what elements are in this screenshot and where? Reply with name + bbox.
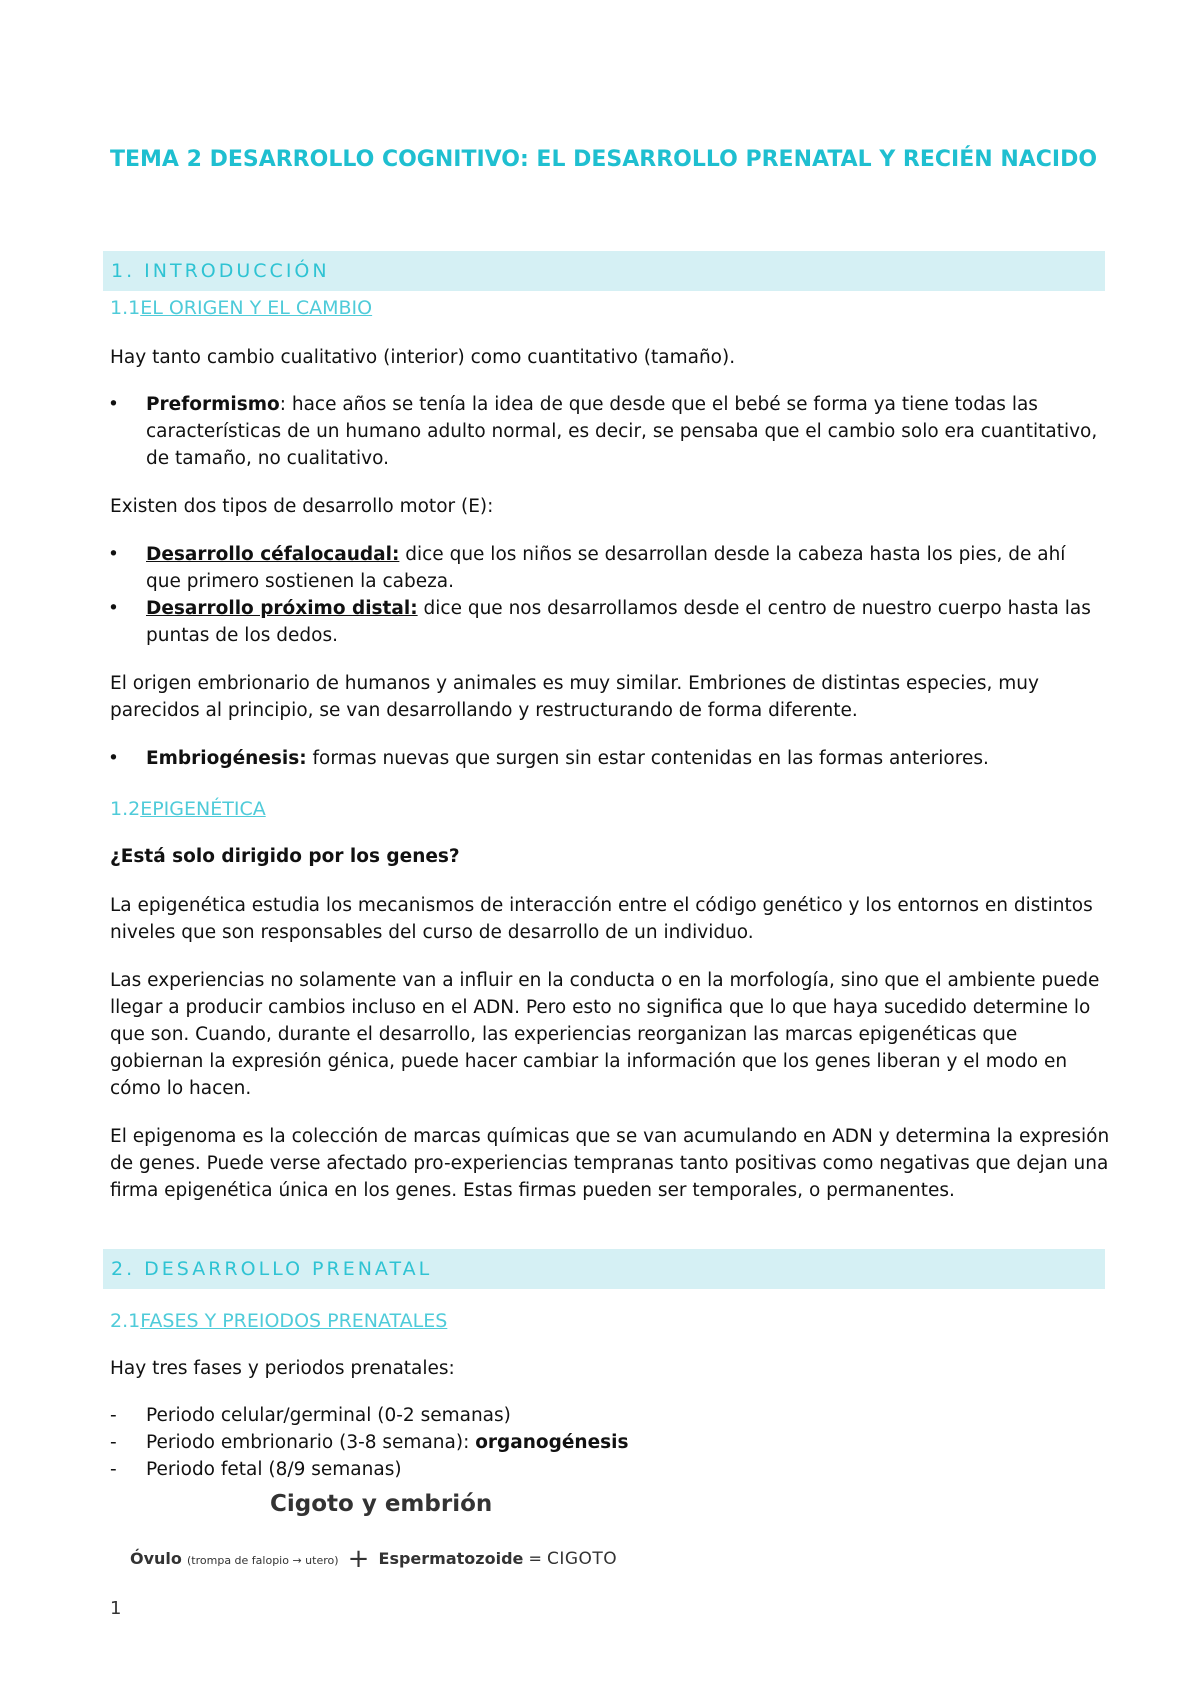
list-item-preformismo [146, 391, 1106, 472]
periodo-embrionario-text: Periodo embrionario (3-8 semana): [146, 1432, 476, 1453]
subheading-epigenetica [110, 796, 266, 822]
figure-ovulo: Óvulo [130, 1549, 182, 1568]
list-item-cefalocaudal [146, 541, 1106, 595]
definition-embriogenesis: formas nuevas que surgen sin estar contenidas en las formas anteriores. [306, 748, 989, 769]
dash-marker: - [110, 1405, 117, 1426]
bullet-icon: • [108, 748, 119, 769]
subheading-title: FASES Y PREIODOS PRENATALES [140, 1310, 448, 1332]
figure-title: Cigoto y embrión [270, 1491, 493, 1517]
equals-icon: = [528, 1549, 542, 1568]
figure-equation [130, 1544, 617, 1574]
section-heading-desarrollo-prenatal: 2. DESARROLLO PRENATAL [103, 1249, 1105, 1289]
section-heading-introduccion: 1. INTRODUCCIÓN [103, 251, 1105, 291]
paragraph-fases: Hay tres fases y periodos prenatales: [110, 1358, 455, 1379]
dash-marker: - [110, 1432, 117, 1453]
page-number: 1 [110, 1598, 122, 1619]
figure-trompa: (trompa de falopio → utero) [187, 1554, 339, 1567]
term-preformismo: Preformismo [146, 394, 280, 415]
list-item-periodo-embrionario [146, 1429, 1106, 1456]
term-embriogenesis: Embriogénesis: [146, 748, 307, 769]
bullet-icon: • [108, 544, 119, 565]
paragraph-cambio: Hay tanto cambio cualitativo (interior) como cuantitativo (tamaño). [110, 347, 736, 368]
definition-preformismo: : hace años se tenía la idea de que desde que el bebé se forma ya tiene todas las características de un humano adulto normal, es decir, se pensaba que el cambio solo era cuantitativo, de tamaño, no cualitativo. [146, 394, 1098, 469]
list-item-embriogenesis [146, 745, 1106, 772]
bullet-icon: • [108, 394, 119, 415]
figure-cigoto: CIGOTO [546, 1549, 618, 1569]
subheading-number: 2.1 [110, 1310, 141, 1332]
definition-proximo-distal: dice que nos desarrollamos desde el centro de nuestro cuerpo hasta las puntas de los dedos. [146, 598, 1091, 646]
list-item-periodo-celular: Periodo celular/germinal (0-2 semanas) [146, 1405, 511, 1426]
paragraph-epigenetica-2: Las experiencias no solamente van a influir en la conducta o en la morfología, sino que el ambiente puede llegar a producir cambios incluso en el ADN. Pero esto no significa que lo que haya sucedido determine lo que son. Cuando, durante el desarrollo, las experiencias reorganizan las marcas epigenéticas que gobiernan la expresión génica, puede hacer cambiar la información que los genes liberan y el modo en cómo lo hacen. [110, 970, 1100, 1099]
subheading-title: EL ORIGEN Y EL CAMBIO [140, 297, 373, 319]
term-proximo-distal: Desarrollo próximo distal: [146, 598, 418, 619]
paragraph-motor: Existen dos tipos de desarrollo motor (E): [110, 496, 494, 517]
subheading-number: 1.2 [110, 798, 141, 820]
plus-icon: + [347, 1544, 370, 1574]
document-title: TEMA 2 DESARROLLO COGNITIVO: EL DESARROLLO PRENATAL Y RECIÉN NACIDO [110, 147, 1098, 172]
term-cefalocaudal: Desarrollo céfalocaudal: [146, 544, 400, 565]
dash-marker: - [110, 1459, 117, 1480]
subheading-origen-cambio [110, 295, 372, 321]
subheading-title: EPIGENÉTICA [140, 798, 266, 820]
question-genes: ¿Está solo dirigido por los genes? [110, 846, 460, 867]
figure-espermatozoide: Espermatozoide [378, 1549, 524, 1568]
subheading-fases [110, 1308, 447, 1334]
bullet-icon: • [108, 598, 119, 619]
paragraph-epigenetica-3: El epigenoma es la colección de marcas químicas que se van acumulando en ADN y determina la expresión de genes. Puede verse afectado pro-experiencias tempranas tanto positivas como negativas que dejan una firma epigenética única en los genes. Estas firmas pueden ser temporales, o permanentes. [110, 1126, 1110, 1201]
list-item-proximo-distal [146, 595, 1106, 649]
term-organogenesis: organogénesis [475, 1432, 629, 1453]
list-item-periodo-fetal: Periodo fetal (8/9 semanas) [146, 1459, 402, 1480]
subheading-number: 1.1 [110, 297, 141, 319]
paragraph-origen-embrionario: El origen embrionario de humanos y animales es muy similar. Embriones de distintas especies, muy parecidos al principio, se van desarrollando y restructurando de forma diferente. [110, 673, 1039, 721]
definition-cefalocaudal: dice que los niños se desarrollan desde la cabeza hasta los pies, de ahí que primero sostienen la cabeza. [146, 544, 1066, 592]
paragraph-epigenetica-1: La epigenética estudia los mecanismos de interacción entre el código genético y los entornos en distintos niveles que son responsables del curso de desarrollo de un individuo. [110, 895, 1093, 943]
